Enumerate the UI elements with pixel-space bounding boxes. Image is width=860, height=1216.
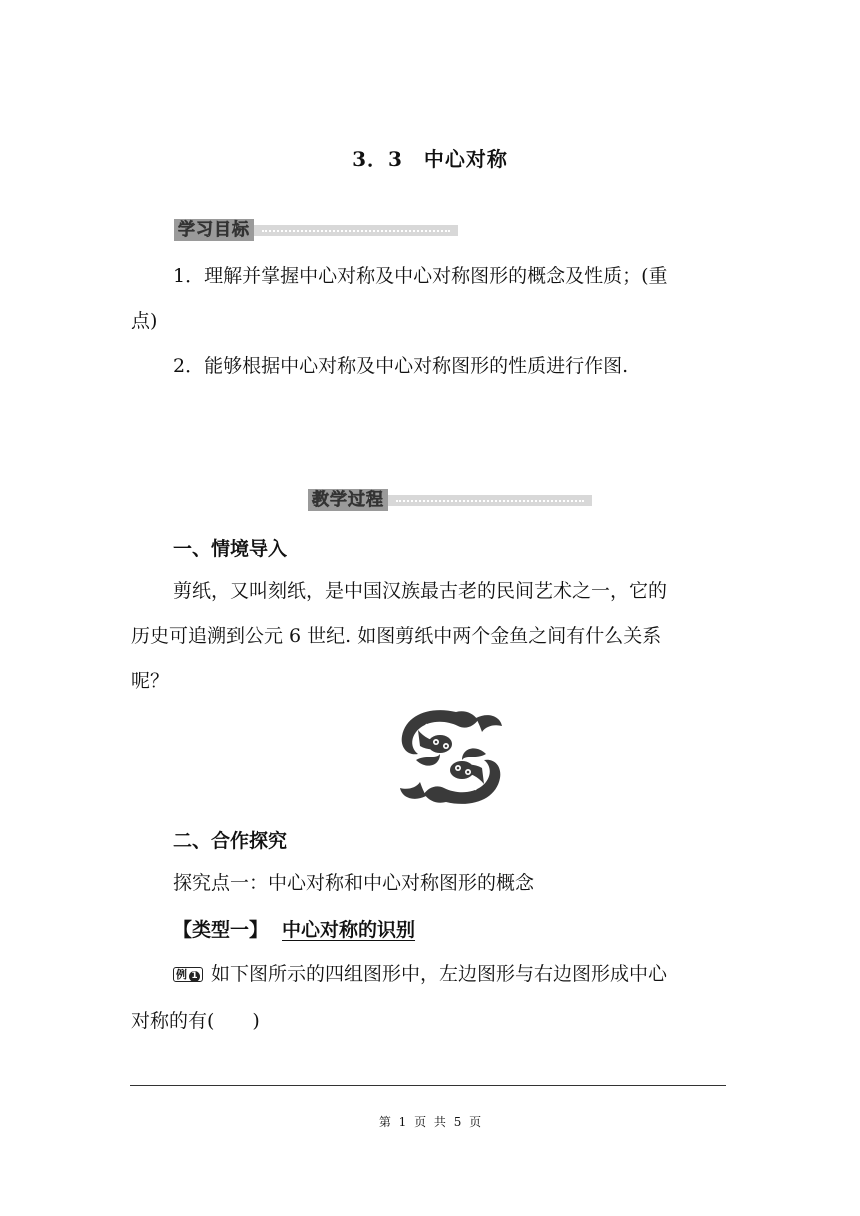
objective-item-1: 1．理解并掌握中心对称及中心对称图形的概念及性质；(重 <box>173 265 668 287</box>
example-1-text: 如下图所示的四组图形中，左边图形与右边图形成中心 <box>211 963 668 985</box>
intro-paragraph-line-1: 剪纸，又叫刻纸，是中国汉族最古老的民间艺术之一，它的 <box>173 580 668 602</box>
type-title: 中心对称的识别 <box>282 919 416 941</box>
process-banner <box>308 489 592 511</box>
objective-item-1-cont: 点) <box>131 310 158 332</box>
example-1-line-2: 对称的有( ) <box>131 1010 260 1032</box>
banner-decoration <box>254 225 458 236</box>
example-badge-icon: 例 1 <box>173 967 203 982</box>
explore-point-1: 探究点一：中心对称和中心对称图形的概念 <box>173 872 535 894</box>
type-label: 【类型一】 <box>173 919 269 941</box>
paper-cut-goldfish-image <box>396 704 506 810</box>
example-1-line-1 <box>173 960 667 988</box>
intro-paragraph-line-3: 呢？ <box>131 670 170 692</box>
type-heading <box>173 915 415 942</box>
process-banner-label: 教学过程 <box>308 489 388 511</box>
banner-decoration <box>388 495 592 506</box>
section-heading-explore: 二、合作探究 <box>173 830 288 852</box>
page-footer: 第 1 页 共 5 页 <box>378 1115 482 1129</box>
objectives-banner <box>174 219 458 241</box>
page-title: 3．3 中心对称 <box>352 147 508 171</box>
section-heading-intro: 一、情境导入 <box>173 538 288 560</box>
footer-divider <box>130 1085 726 1086</box>
objectives-banner-label: 学习目标 <box>174 219 254 241</box>
intro-paragraph-line-2: 历史可追溯到公元 6 世纪. 如图剪纸中两个金鱼之间有什么关系 <box>131 625 662 647</box>
objective-item-2: 2．能够根据中心对称及中心对称图形的性质进行作图. <box>173 355 629 377</box>
